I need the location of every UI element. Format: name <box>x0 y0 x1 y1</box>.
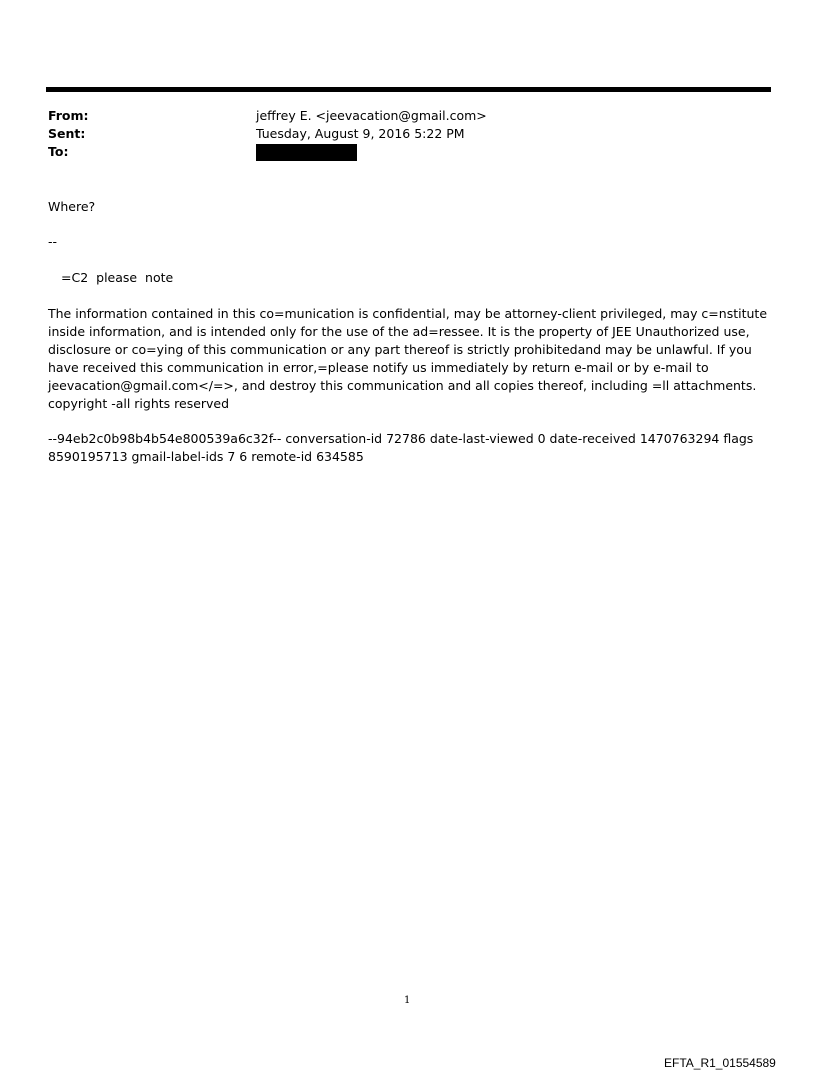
signature-separator: -- <box>48 234 58 249</box>
note-line: =C2 please note <box>61 270 174 285</box>
to-label: To: <box>48 144 69 159</box>
document-id: EFTA_R1_01554589 <box>664 1056 776 1070</box>
to-redaction <box>256 144 357 161</box>
confidentiality-disclaimer: The information contained in this co=munication is confidential, may be attorney-client privileged, may c=nstitute inside information, and is intended only for the use of the ad=ressee. It is the property of JEE Unauthorized use, disclosure or co=ying of this communication or any part thereof is strictly prohibitedand may be unlawful. If you have received this communication in error,=please notify us immediately by return e-mail or by e-mail to jeevacation@gmail.com</=>, and destroy this communication and all copies thereof, including =ll attachments. copyright -all rights reserved <box>48 306 768 411</box>
message-metadata: --94eb2c0b98b4b54e800539a6c32f-- conversation-id 72786 date-last-viewed 0 date-received 1470763294 flags 8590195713 gmail-label-ids 7 6 remote-id 634585 <box>48 431 754 464</box>
from-value: jeffrey E. <jeevacation@gmail.com> <box>256 108 487 123</box>
header-rule <box>46 87 771 92</box>
from-label: From: <box>48 108 89 123</box>
sent-value: Tuesday, August 9, 2016 5:22 PM <box>256 126 465 141</box>
greeting-line: Where? <box>48 199 96 214</box>
sent-label: Sent: <box>48 126 86 141</box>
page-number: 1 <box>404 995 411 1006</box>
